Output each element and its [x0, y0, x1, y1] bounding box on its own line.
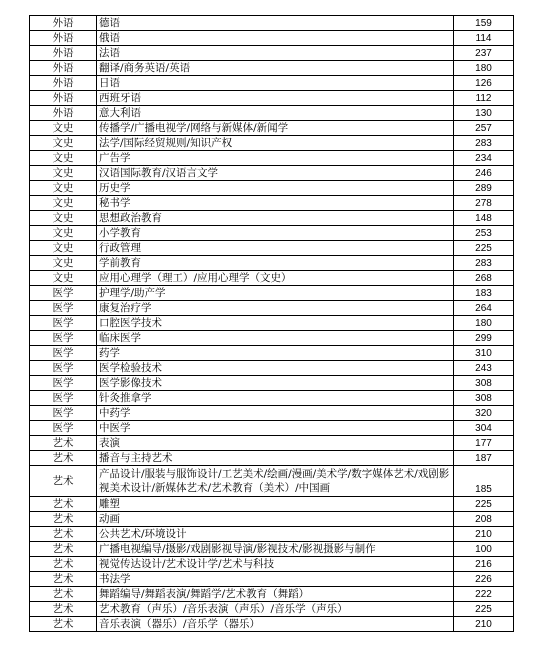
score-cell: 159 — [454, 16, 514, 31]
major-cell: 药学 — [97, 346, 454, 361]
table-body — [30, 16, 514, 632]
score-cell: 283 — [454, 256, 514, 271]
table-row — [30, 256, 514, 271]
table-row — [30, 241, 514, 256]
major-cell: 表演 — [97, 436, 454, 451]
table-row — [30, 211, 514, 226]
major-cell: 中药学 — [97, 406, 454, 421]
major-cell: 中医学 — [97, 421, 454, 436]
score-cell: 112 — [454, 91, 514, 106]
major-cell: 小学教育 — [97, 226, 454, 241]
table-row — [30, 31, 514, 46]
score-cell: 234 — [454, 151, 514, 166]
major-cell: 雕塑 — [97, 497, 454, 512]
score-cell: 226 — [454, 572, 514, 587]
category-cell: 艺术 — [30, 436, 97, 451]
score-cell: 183 — [454, 286, 514, 301]
major-cell: 日语 — [97, 76, 454, 91]
score-cell: 126 — [454, 76, 514, 91]
table-row — [30, 512, 514, 527]
score-cell: 264 — [454, 301, 514, 316]
category-cell: 文史 — [30, 211, 97, 226]
score-cell: 268 — [454, 271, 514, 286]
table-row — [30, 166, 514, 181]
category-cell: 医学 — [30, 376, 97, 391]
score-cell: 304 — [454, 421, 514, 436]
major-cell: 艺术教育（声乐）/音乐表演（声乐）/音乐学（声乐） — [97, 602, 454, 617]
category-cell: 艺术 — [30, 557, 97, 572]
score-cell: 216 — [454, 557, 514, 572]
category-cell: 医学 — [30, 316, 97, 331]
table-row — [30, 572, 514, 587]
category-cell: 艺术 — [30, 602, 97, 617]
category-cell: 医学 — [30, 286, 97, 301]
major-cell: 思想政治教育 — [97, 211, 454, 226]
category-cell: 医学 — [30, 421, 97, 436]
category-cell: 艺术 — [30, 527, 97, 542]
category-cell: 文史 — [30, 196, 97, 211]
table-row — [30, 542, 514, 557]
major-cell: 翻译/商务英语/英语 — [97, 61, 454, 76]
category-cell: 医学 — [30, 391, 97, 406]
major-cell: 动画 — [97, 512, 454, 527]
category-cell: 文史 — [30, 121, 97, 136]
major-cell: 应用心理学（理工）/应用心理学（文史） — [97, 271, 454, 286]
category-cell: 艺术 — [30, 617, 97, 632]
table-row — [30, 181, 514, 196]
table-row — [30, 331, 514, 346]
score-cell: 289 — [454, 181, 514, 196]
table-row — [30, 316, 514, 331]
score-cell: 208 — [454, 512, 514, 527]
major-cell: 广播电视编导/摄影/戏剧影视导演/影视技术/影视摄影与制作 — [97, 542, 454, 557]
score-cell: 308 — [454, 391, 514, 406]
major-cell: 医学检验技术 — [97, 361, 454, 376]
score-cell: 320 — [454, 406, 514, 421]
score-table — [29, 15, 514, 632]
major-cell: 法学/国际经贸规则/知识产权 — [97, 136, 454, 151]
score-cell: 222 — [454, 587, 514, 602]
category-cell: 文史 — [30, 151, 97, 166]
table-row — [30, 421, 514, 436]
category-cell: 医学 — [30, 361, 97, 376]
table-row — [30, 46, 514, 61]
category-cell: 外语 — [30, 76, 97, 91]
major-cell: 秘书学 — [97, 196, 454, 211]
score-cell: 177 — [454, 436, 514, 451]
table-row — [30, 61, 514, 76]
major-cell: 口腔医学技术 — [97, 316, 454, 331]
major-cell: 历史学 — [97, 181, 454, 196]
table-row — [30, 602, 514, 617]
category-cell: 艺术 — [30, 497, 97, 512]
score-cell: 299 — [454, 331, 514, 346]
table-row — [30, 91, 514, 106]
major-cell: 产品设计/服装与服饰设计/工艺美术/绘画/漫画/美术学/数字媒体艺术/戏剧影视美术设计/新媒体艺术/艺术教育（美术）/中国画 — [97, 466, 454, 497]
table-row — [30, 617, 514, 632]
category-cell: 艺术 — [30, 587, 97, 602]
table-row — [30, 466, 514, 497]
major-cell: 临床医学 — [97, 331, 454, 346]
major-cell: 康复治疗学 — [97, 301, 454, 316]
category-cell: 文史 — [30, 241, 97, 256]
score-cell: 210 — [454, 617, 514, 632]
score-cell: 283 — [454, 136, 514, 151]
major-cell: 播音与主持艺术 — [97, 451, 454, 466]
score-cell: 310 — [454, 346, 514, 361]
category-cell: 外语 — [30, 16, 97, 31]
major-cell: 视觉传达设计/艺术设计学/艺术与科技 — [97, 557, 454, 572]
score-cell: 130 — [454, 106, 514, 121]
score-cell: 187 — [454, 451, 514, 466]
table-row — [30, 301, 514, 316]
table-row — [30, 587, 514, 602]
score-cell: 148 — [454, 211, 514, 226]
table-row — [30, 527, 514, 542]
category-cell: 艺术 — [30, 466, 97, 497]
category-cell: 文史 — [30, 181, 97, 196]
score-cell: 100 — [454, 542, 514, 557]
table-row — [30, 361, 514, 376]
table-row — [30, 16, 514, 31]
score-cell: 243 — [454, 361, 514, 376]
table-row — [30, 106, 514, 121]
major-cell: 医学影像技术 — [97, 376, 454, 391]
table-row — [30, 286, 514, 301]
table-row — [30, 451, 514, 466]
major-cell: 行政管理 — [97, 241, 454, 256]
major-cell: 德语 — [97, 16, 454, 31]
score-cell: 180 — [454, 316, 514, 331]
category-cell: 文史 — [30, 136, 97, 151]
table-row — [30, 436, 514, 451]
table-row — [30, 271, 514, 286]
category-cell: 文史 — [30, 271, 97, 286]
table-row — [30, 557, 514, 572]
table-row — [30, 196, 514, 211]
score-cell: 225 — [454, 241, 514, 256]
major-cell: 广告学 — [97, 151, 454, 166]
category-cell: 外语 — [30, 31, 97, 46]
category-cell: 艺术 — [30, 512, 97, 527]
major-cell: 针灸推拿学 — [97, 391, 454, 406]
table-row — [30, 346, 514, 361]
major-cell: 法语 — [97, 46, 454, 61]
score-cell: 253 — [454, 226, 514, 241]
score-cell: 257 — [454, 121, 514, 136]
score-cell: 180 — [454, 61, 514, 76]
table-row — [30, 391, 514, 406]
major-cell: 音乐表演（器乐）/音乐学（器乐） — [97, 617, 454, 632]
score-cell: 225 — [454, 602, 514, 617]
table-row — [30, 226, 514, 241]
major-cell: 传播学/广播电视学/网络与新媒体/新闻学 — [97, 121, 454, 136]
category-cell: 文史 — [30, 256, 97, 271]
score-cell: 246 — [454, 166, 514, 181]
major-cell: 学前教育 — [97, 256, 454, 271]
score-cell: 237 — [454, 46, 514, 61]
major-cell: 书法学 — [97, 572, 454, 587]
major-cell: 俄语 — [97, 31, 454, 46]
table-row — [30, 497, 514, 512]
table-row — [30, 121, 514, 136]
table-row — [30, 76, 514, 91]
category-cell: 医学 — [30, 331, 97, 346]
category-cell: 文史 — [30, 226, 97, 241]
major-cell: 舞蹈编导/舞蹈表演/舞蹈学/艺术教育（舞蹈） — [97, 587, 454, 602]
category-cell: 艺术 — [30, 572, 97, 587]
major-cell: 公共艺术/环境设计 — [97, 527, 454, 542]
score-cell: 278 — [454, 196, 514, 211]
category-cell: 医学 — [30, 406, 97, 421]
category-cell: 外语 — [30, 91, 97, 106]
score-cell: 308 — [454, 376, 514, 391]
major-cell: 护理学/助产学 — [97, 286, 454, 301]
category-cell: 医学 — [30, 301, 97, 316]
score-cell: 185 — [454, 466, 514, 497]
major-cell: 西班牙语 — [97, 91, 454, 106]
score-cell: 114 — [454, 31, 514, 46]
table-row — [30, 376, 514, 391]
category-cell: 艺术 — [30, 542, 97, 557]
category-cell: 文史 — [30, 166, 97, 181]
category-cell: 艺术 — [30, 451, 97, 466]
major-cell: 汉语国际教育/汉语言文学 — [97, 166, 454, 181]
major-cell: 意大利语 — [97, 106, 454, 121]
category-cell: 外语 — [30, 46, 97, 61]
score-cell: 225 — [454, 497, 514, 512]
table-row — [30, 406, 514, 421]
category-cell: 外语 — [30, 61, 97, 76]
table-row — [30, 136, 514, 151]
category-cell: 外语 — [30, 106, 97, 121]
category-cell: 医学 — [30, 346, 97, 361]
score-cell: 210 — [454, 527, 514, 542]
table-row — [30, 151, 514, 166]
